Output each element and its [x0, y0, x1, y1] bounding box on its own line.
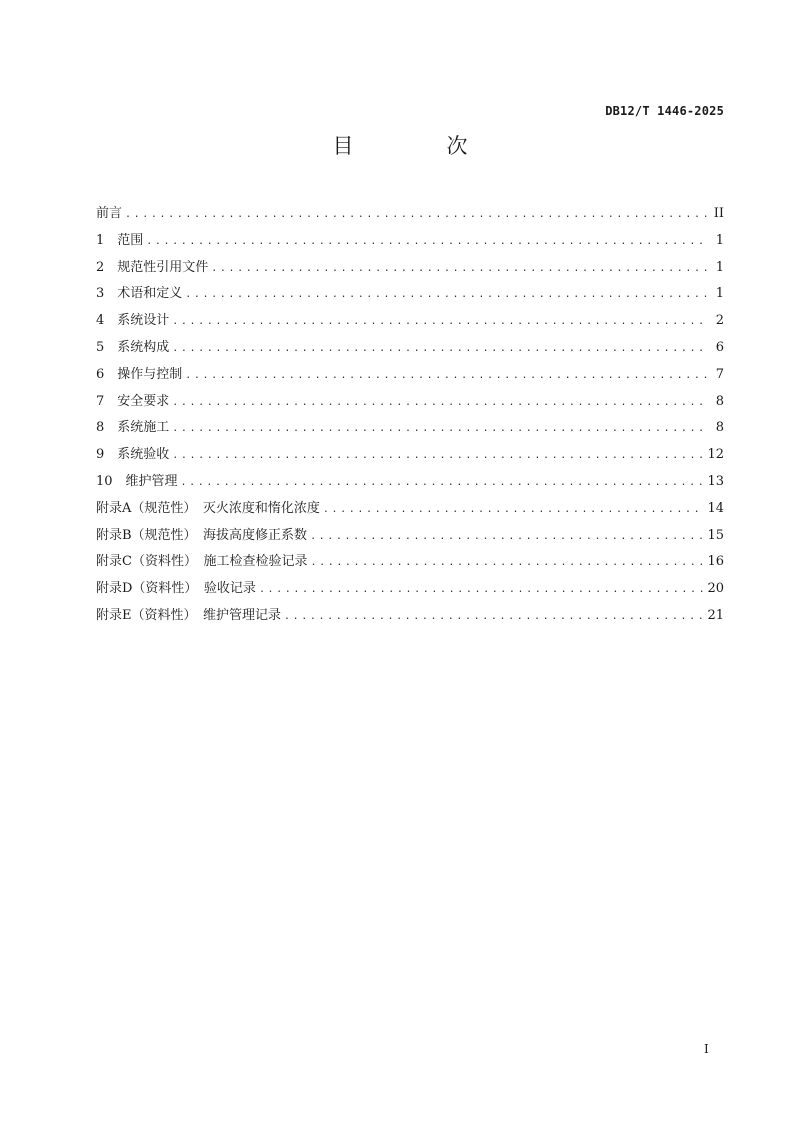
toc-entry-page: 1 [715, 232, 724, 248]
toc-entry[interactable] [96, 524, 724, 551]
toc-leader-dots [185, 289, 707, 300]
toc-entry-label: 5 系统构成 [96, 339, 170, 355]
toc-entry-page: 15 [707, 527, 724, 543]
toc-entry-page: 1 [715, 286, 724, 302]
toc-entry[interactable] [96, 390, 724, 417]
toc-entry-page: 7 [715, 366, 724, 382]
toc-entry-label: 10 维护管理 [96, 473, 178, 489]
toc-leader-dots [284, 611, 704, 622]
toc-leader-dots [181, 477, 705, 488]
toc-entry-page: 13 [707, 473, 724, 489]
toc-leader-dots [323, 504, 705, 515]
table-of-contents [96, 202, 724, 631]
toc-entry[interactable] [96, 443, 724, 470]
toc-entry[interactable] [96, 229, 724, 256]
toc-entry[interactable] [96, 336, 724, 363]
toc-entry-label: 附录C（资料性） 施工检查检验记录 [96, 554, 308, 570]
toc-entry-page: 8 [715, 420, 724, 436]
toc-entry[interactable] [96, 416, 724, 443]
toc-leader-dots [172, 397, 707, 408]
toc-leader-dots [259, 584, 705, 595]
toc-entry-label: 4 系统设计 [96, 313, 170, 329]
toc-entry[interactable] [96, 470, 724, 497]
toc-entry[interactable] [96, 604, 724, 631]
toc-entry-page: 8 [715, 393, 724, 409]
toc-entry[interactable] [96, 550, 724, 577]
toc-entry-label: 附录D（资料性） 验收记录 [96, 581, 256, 597]
page-number: I [704, 1042, 709, 1056]
toc-entry[interactable] [96, 256, 724, 283]
document-code: DB12/T 1446-2025 [605, 104, 724, 118]
toc-entry[interactable] [96, 363, 724, 390]
toc-leader-dots [172, 450, 704, 461]
toc-entry-page: 2 [715, 313, 724, 329]
toc-leader-dots [172, 423, 707, 434]
toc-entry[interactable] [96, 309, 724, 336]
toc-entry[interactable] [96, 202, 724, 229]
toc-entry-page: 14 [707, 500, 724, 516]
toc-entry-page: 1 [715, 259, 724, 275]
toc-entry[interactable] [96, 282, 724, 309]
toc-entry-page: 12 [707, 447, 724, 463]
page-title: 目 次 [332, 134, 504, 158]
toc-entry-label: 附录A（规范性） 灭火浓度和惰化浓度 [96, 500, 320, 516]
toc-entry-label: 7 安全要求 [96, 393, 170, 409]
toc-leader-dots [125, 209, 707, 220]
toc-entry-label: 8 系统施工 [96, 420, 170, 436]
toc-leader-dots [146, 236, 707, 247]
toc-entry-label: 1 范围 [96, 232, 144, 248]
toc-entry-label: 附录E（资料性） 维护管理记录 [96, 607, 281, 623]
toc-leader-dots [172, 316, 707, 327]
toc-leader-dots [310, 531, 704, 542]
toc-entry[interactable] [96, 497, 724, 524]
toc-entry-label: 3 术语和定义 [96, 286, 183, 302]
toc-entry-label: 前言 [96, 206, 123, 221]
toc-entry-page: 16 [707, 554, 724, 570]
toc-entry-page: 6 [715, 339, 724, 355]
toc-entry-label: 2 规范性引用文件 [96, 259, 209, 275]
toc-leader-dots [211, 263, 707, 274]
toc-entry-label: 9 系统验收 [96, 447, 170, 463]
toc-leader-dots [172, 343, 707, 354]
toc-entry-label: 6 操作与控制 [96, 366, 183, 382]
toc-entry-page: 20 [707, 581, 724, 597]
toc-leader-dots [185, 370, 707, 381]
toc-entry-label: 附录B（规范性） 海拔高度修正系数 [96, 527, 308, 543]
toc-entry[interactable] [96, 577, 724, 604]
toc-leader-dots [310, 557, 704, 568]
toc-entry-page: 21 [707, 607, 724, 623]
toc-entry-page: II [713, 206, 724, 221]
